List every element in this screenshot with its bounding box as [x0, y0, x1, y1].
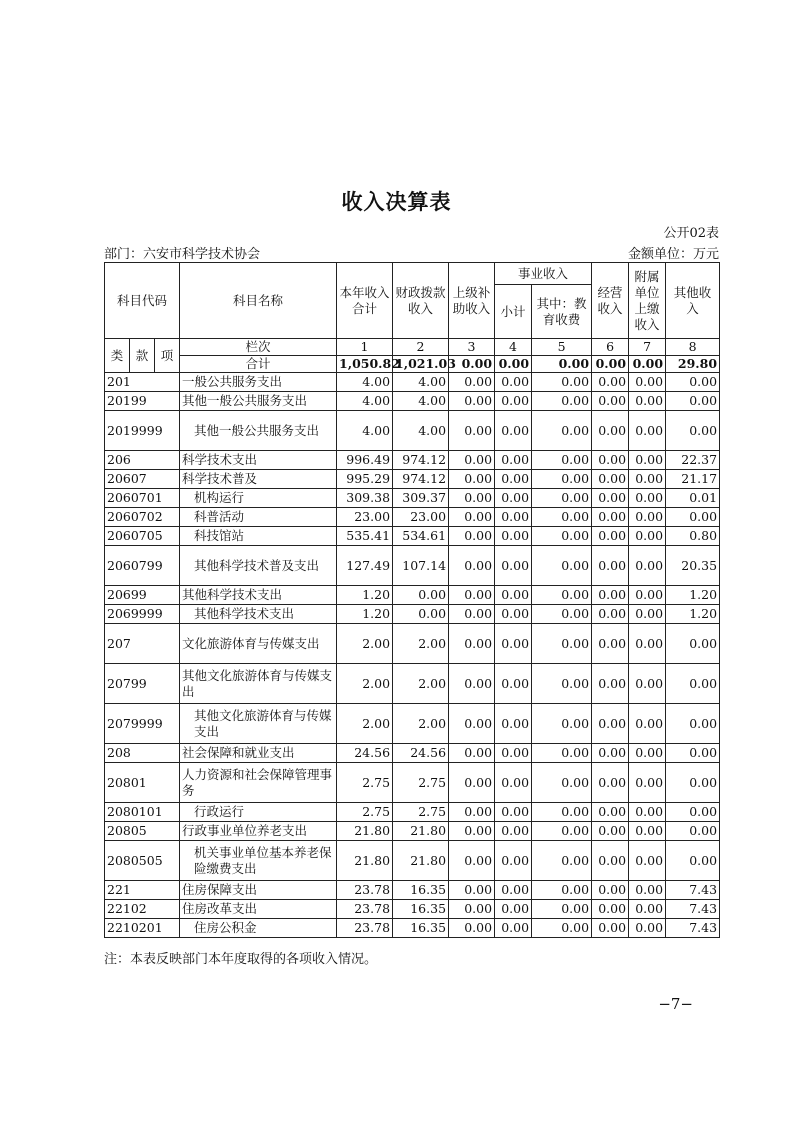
row-value: 0.00 [495, 451, 532, 470]
table-row [105, 411, 720, 451]
row-value: 2.00 [393, 664, 449, 704]
row-name: 科学技术支出 [180, 451, 337, 470]
table-row [105, 744, 720, 763]
column-index: 4 [495, 339, 532, 356]
total-value: 0.00 [532, 356, 592, 373]
row-code: 20799 [105, 664, 180, 704]
total-value: 0.00 [629, 356, 666, 373]
row-value: 4.00 [393, 392, 449, 411]
table-row [105, 508, 720, 527]
row-value: 4.00 [337, 373, 393, 392]
row-value: 996.49 [337, 451, 393, 470]
table-row [105, 900, 720, 919]
income-table [104, 262, 720, 938]
row-value: 0.00 [592, 605, 629, 624]
row-value: 0.00 [449, 373, 495, 392]
row-value: 0.00 [666, 508, 720, 527]
row-value: 21.80 [337, 822, 393, 841]
table-row [105, 919, 720, 938]
row-value: 0.00 [449, 586, 495, 605]
row-value: 0.00 [449, 841, 495, 881]
table-row [105, 881, 720, 900]
row-value: 0.00 [532, 605, 592, 624]
row-value: 21.17 [666, 470, 720, 489]
row-value: 0.00 [592, 841, 629, 881]
row-value: 0.00 [449, 489, 495, 508]
row-value: 0.00 [495, 470, 532, 489]
row-value: 0.00 [592, 411, 629, 451]
table-row [105, 527, 720, 546]
row-value: 0.00 [629, 664, 666, 704]
row-value: 0.00 [592, 881, 629, 900]
row-value: 0.00 [629, 373, 666, 392]
column-index: 3 [449, 339, 495, 356]
row-value: 0.00 [449, 605, 495, 624]
column-index-label: 栏次 [180, 339, 337, 356]
header-edu-fee: 其中：教育收费 [532, 285, 592, 339]
unit-label: 金额单位：万元 [627, 247, 719, 262]
row-value: 0.00 [532, 763, 592, 803]
row-name: 一般公共服务支出 [180, 373, 337, 392]
header-total: 本年收入合计 [337, 263, 393, 339]
row-value: 0.00 [592, 546, 629, 586]
row-value: 0.00 [629, 508, 666, 527]
table-row [105, 704, 720, 744]
row-value: 0.00 [495, 527, 532, 546]
row-value: 0.00 [629, 822, 666, 841]
row-code: 20199 [105, 392, 180, 411]
row-value: 0.00 [393, 586, 449, 605]
row-value: 0.00 [532, 508, 592, 527]
row-value: 0.00 [666, 664, 720, 704]
row-value: 0.00 [666, 411, 720, 451]
row-value: 16.35 [393, 881, 449, 900]
row-value: 0.00 [592, 586, 629, 605]
row-value: 0.00 [666, 704, 720, 744]
department-label: 部门：六安市科学技术协会 [104, 247, 261, 262]
header-fiscal: 财政拨款收入 [393, 263, 449, 339]
row-code: 2060701 [105, 489, 180, 508]
row-value: 0.00 [393, 605, 449, 624]
row-code: 206 [105, 451, 180, 470]
table-row [105, 392, 720, 411]
row-value: 0.00 [592, 392, 629, 411]
row-value: 0.00 [629, 392, 666, 411]
row-value: 0.00 [495, 508, 532, 527]
row-value: 0.00 [532, 546, 592, 586]
header-subtotal: 小计 [495, 285, 532, 339]
row-name: 行政事业单位养老支出 [180, 822, 337, 841]
row-value: 0.00 [449, 803, 495, 822]
row-value: 974.12 [393, 470, 449, 489]
header-kuan: 款 [130, 339, 155, 373]
row-value: 0.00 [592, 664, 629, 704]
header-affiliated: 附属单位上缴收入 [629, 263, 666, 339]
row-name: 其他文化旅游体育与传媒支出 [180, 704, 337, 744]
row-value: 0.00 [495, 704, 532, 744]
row-value: 0.01 [666, 489, 720, 508]
row-code: 2060702 [105, 508, 180, 527]
row-code: 201 [105, 373, 180, 392]
header-other: 其他收入 [666, 263, 720, 339]
row-value: 4.00 [393, 373, 449, 392]
row-name: 科普活动 [180, 508, 337, 527]
total-value: 0.00 [495, 356, 532, 373]
row-value: 0.00 [592, 803, 629, 822]
row-name: 其他科学技术普及支出 [180, 546, 337, 586]
row-value: 0.00 [532, 919, 592, 938]
row-value: 0.00 [532, 900, 592, 919]
row-value: 309.38 [337, 489, 393, 508]
row-code: 2060799 [105, 546, 180, 586]
table-note: 注：本表反映部门本年度取得的各项收入情况。 [104, 952, 378, 967]
row-code: 2019999 [105, 411, 180, 451]
total-value: 0.00 [449, 356, 495, 373]
row-value: 0.00 [495, 373, 532, 392]
header-xiang: 项 [155, 339, 180, 373]
row-name: 住房保障支出 [180, 881, 337, 900]
row-code: 2079999 [105, 704, 180, 744]
row-code: 221 [105, 881, 180, 900]
row-value: 2.00 [393, 704, 449, 744]
header-name: 科目名称 [180, 263, 337, 339]
table-row [105, 373, 720, 392]
header-career: 事业收入 [495, 263, 592, 285]
table-row [105, 763, 720, 803]
row-value: 0.00 [532, 373, 592, 392]
row-value: 0.00 [592, 470, 629, 489]
row-name: 文化旅游体育与传媒支出 [180, 624, 337, 664]
table-row [105, 624, 720, 664]
row-name: 其他科学技术支出 [180, 586, 337, 605]
row-value: 23.78 [337, 919, 393, 938]
table-row [105, 664, 720, 704]
column-index: 7 [629, 339, 666, 356]
row-value: 0.00 [532, 527, 592, 546]
row-value: 0.00 [495, 546, 532, 586]
row-name: 其他科学技术支出 [180, 605, 337, 624]
report-title: 收入决算表 [341, 189, 452, 214]
row-value: 0.00 [449, 664, 495, 704]
row-value: 2.75 [337, 803, 393, 822]
row-value: 0.00 [629, 489, 666, 508]
row-value: 0.00 [495, 803, 532, 822]
row-value: 0.00 [666, 373, 720, 392]
row-code: 208 [105, 744, 180, 763]
row-code: 20607 [105, 470, 180, 489]
row-value: 534.61 [393, 527, 449, 546]
row-value: 2.00 [337, 664, 393, 704]
row-value: 0.00 [629, 900, 666, 919]
row-value: 0.00 [449, 822, 495, 841]
row-value: 0.00 [592, 624, 629, 664]
row-value: 0.00 [532, 841, 592, 881]
row-name: 机构运行 [180, 489, 337, 508]
row-value: 0.00 [495, 900, 532, 919]
row-value: 0.00 [532, 822, 592, 841]
row-value: 0.00 [592, 919, 629, 938]
row-value: 21.80 [393, 822, 449, 841]
table-row [105, 605, 720, 624]
row-value: 0.00 [495, 822, 532, 841]
table-row [105, 841, 720, 881]
row-value: 0.00 [666, 803, 720, 822]
row-value: 0.00 [666, 841, 720, 881]
row-value: 0.00 [532, 624, 592, 664]
row-name: 其他一般公共服务支出 [180, 392, 337, 411]
row-value: 0.00 [449, 704, 495, 744]
row-name: 住房公积金 [180, 919, 337, 938]
row-value: 0.00 [495, 664, 532, 704]
row-value: 2.75 [337, 763, 393, 803]
row-name: 其他文化旅游体育与传媒支出 [180, 664, 337, 704]
row-value: 0.00 [592, 527, 629, 546]
total-value: 1,021.03 [393, 356, 449, 373]
row-name: 科技馆站 [180, 527, 337, 546]
row-value: 0.00 [495, 586, 532, 605]
row-value: 0.00 [449, 919, 495, 938]
row-value: 23.78 [337, 900, 393, 919]
row-value: 24.56 [393, 744, 449, 763]
column-index: 8 [666, 339, 720, 356]
row-value: 0.00 [495, 919, 532, 938]
row-value: 0.00 [629, 704, 666, 744]
row-value: 0.00 [495, 489, 532, 508]
row-value: 7.43 [666, 881, 720, 900]
row-value: 0.00 [449, 392, 495, 411]
row-value: 0.00 [532, 744, 592, 763]
row-value: 0.00 [629, 451, 666, 470]
row-value: 0.00 [495, 624, 532, 664]
row-value: 1.20 [666, 586, 720, 605]
row-value: 22.37 [666, 451, 720, 470]
row-code: 2080505 [105, 841, 180, 881]
row-value: 995.29 [337, 470, 393, 489]
total-value: 1,050.82 [337, 356, 393, 373]
row-code: 2060705 [105, 527, 180, 546]
row-name: 人力资源和社会保障管理事务 [180, 763, 337, 803]
row-value: 974.12 [393, 451, 449, 470]
row-value: 0.00 [495, 411, 532, 451]
row-value: 0.00 [532, 803, 592, 822]
row-value: 0.80 [666, 527, 720, 546]
row-name: 机关事业单位基本养老保险缴费支出 [180, 841, 337, 881]
row-value: 0.00 [629, 527, 666, 546]
table-row [105, 546, 720, 586]
row-value: 0.00 [629, 841, 666, 881]
row-value: 23.00 [337, 508, 393, 527]
row-value: 0.00 [449, 744, 495, 763]
row-value: 0.00 [495, 605, 532, 624]
row-value: 1.20 [337, 586, 393, 605]
total-row-label: 合计 [180, 356, 337, 373]
row-value: 0.00 [592, 822, 629, 841]
row-value: 2.75 [393, 763, 449, 803]
table-header [105, 263, 720, 373]
row-value: 23.78 [337, 881, 393, 900]
table-row [105, 489, 720, 508]
row-value: 0.00 [666, 822, 720, 841]
total-value: 29.80 [666, 356, 720, 373]
row-value: 16.35 [393, 900, 449, 919]
row-value: 0.00 [449, 763, 495, 803]
row-value: 0.00 [629, 411, 666, 451]
row-value: 127.49 [337, 546, 393, 586]
row-code: 22102 [105, 900, 180, 919]
row-value: 0.00 [532, 451, 592, 470]
row-value: 0.00 [592, 704, 629, 744]
row-value: 0.00 [666, 624, 720, 664]
row-value: 0.00 [592, 744, 629, 763]
header-lei: 类 [105, 339, 130, 373]
row-value: 0.00 [592, 373, 629, 392]
row-value: 0.00 [629, 803, 666, 822]
row-value: 0.00 [592, 900, 629, 919]
page-number: −7− [658, 995, 693, 1013]
row-value: 16.35 [393, 919, 449, 938]
row-value: 0.00 [629, 624, 666, 664]
row-value: 0.00 [449, 900, 495, 919]
row-value: 1.20 [666, 605, 720, 624]
row-value: 4.00 [393, 411, 449, 451]
total-value: 0.00 [592, 356, 629, 373]
row-value: 0.00 [449, 470, 495, 489]
table-row [105, 470, 720, 489]
row-value: 0.00 [532, 664, 592, 704]
row-value: 0.00 [449, 411, 495, 451]
row-value: 0.00 [532, 489, 592, 508]
row-value: 0.00 [629, 881, 666, 900]
column-index: 5 [532, 339, 592, 356]
header-subsidy: 上级补助收入 [449, 263, 495, 339]
row-name: 社会保障和就业支出 [180, 744, 337, 763]
row-value: 0.00 [449, 527, 495, 546]
row-value: 21.80 [337, 841, 393, 881]
row-code: 2210201 [105, 919, 180, 938]
row-value: 1.20 [337, 605, 393, 624]
row-name: 住房改革支出 [180, 900, 337, 919]
row-code: 20805 [105, 822, 180, 841]
row-code: 2080101 [105, 803, 180, 822]
row-value: 20.35 [666, 546, 720, 586]
row-value: 0.00 [495, 744, 532, 763]
table-row [105, 803, 720, 822]
row-value: 2.00 [393, 624, 449, 664]
row-value: 0.00 [629, 586, 666, 605]
row-name: 其他一般公共服务支出 [180, 411, 337, 451]
row-code: 20699 [105, 586, 180, 605]
row-value: 0.00 [592, 763, 629, 803]
row-value: 0.00 [449, 881, 495, 900]
row-code: 2069999 [105, 605, 180, 624]
row-value: 2.75 [393, 803, 449, 822]
row-value: 7.43 [666, 919, 720, 938]
row-value: 0.00 [532, 586, 592, 605]
table-row [105, 586, 720, 605]
row-value: 0.00 [532, 470, 592, 489]
row-value: 0.00 [449, 451, 495, 470]
row-code: 207 [105, 624, 180, 664]
row-value: 0.00 [629, 470, 666, 489]
row-value: 0.00 [532, 411, 592, 451]
row-value: 0.00 [592, 508, 629, 527]
row-value: 0.00 [449, 546, 495, 586]
column-index: 6 [592, 339, 629, 356]
row-value: 4.00 [337, 411, 393, 451]
form-number: 公开02表 [663, 226, 719, 241]
row-code: 20801 [105, 763, 180, 803]
row-value: 0.00 [666, 744, 720, 763]
row-value: 24.56 [337, 744, 393, 763]
row-value: 0.00 [629, 744, 666, 763]
header-business: 经营收入 [592, 263, 629, 339]
row-value: 0.00 [629, 546, 666, 586]
row-name: 科学技术普及 [180, 470, 337, 489]
row-value: 107.14 [393, 546, 449, 586]
row-value: 0.00 [592, 451, 629, 470]
row-value: 0.00 [629, 763, 666, 803]
row-value: 309.37 [393, 489, 449, 508]
table-row [105, 822, 720, 841]
row-value: 2.00 [337, 704, 393, 744]
row-value: 0.00 [495, 763, 532, 803]
row-value: 0.00 [495, 841, 532, 881]
row-value: 0.00 [666, 763, 720, 803]
row-value: 0.00 [532, 881, 592, 900]
column-index: 1 [337, 339, 393, 356]
row-value: 23.00 [393, 508, 449, 527]
row-value: 0.00 [629, 605, 666, 624]
row-value: 0.00 [495, 881, 532, 900]
row-value: 0.00 [532, 392, 592, 411]
table-body [105, 373, 720, 938]
row-value: 21.80 [393, 841, 449, 881]
header-code: 科目代码 [105, 263, 180, 339]
row-value: 0.00 [495, 392, 532, 411]
row-value: 0.00 [629, 919, 666, 938]
row-value: 0.00 [666, 392, 720, 411]
row-value: 7.43 [666, 900, 720, 919]
row-value: 0.00 [449, 508, 495, 527]
row-name: 行政运行 [180, 803, 337, 822]
row-value: 4.00 [337, 392, 393, 411]
column-index: 2 [393, 339, 449, 356]
row-value: 535.41 [337, 527, 393, 546]
row-value: 0.00 [449, 624, 495, 664]
row-value: 0.00 [532, 704, 592, 744]
row-value: 0.00 [592, 489, 629, 508]
row-value: 2.00 [337, 624, 393, 664]
table-row [105, 451, 720, 470]
